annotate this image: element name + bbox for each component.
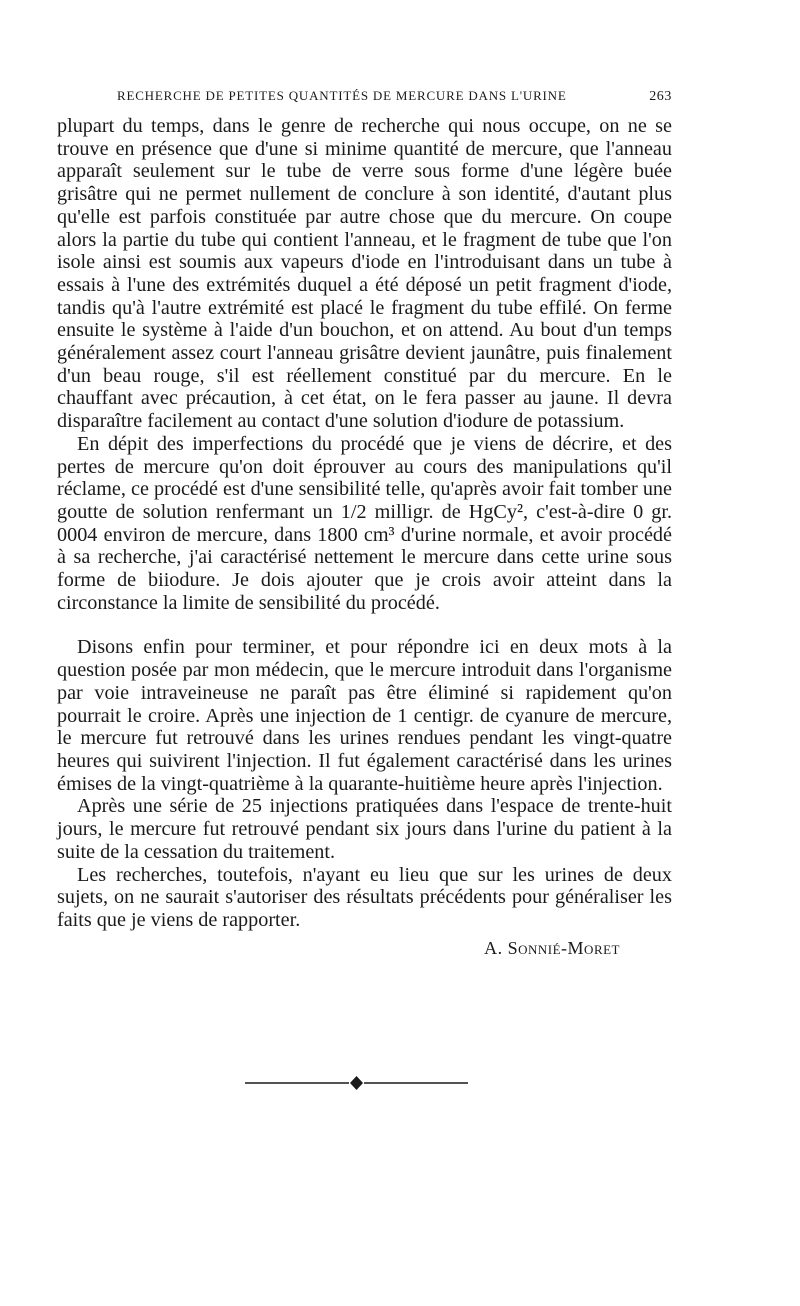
end-ornament — [245, 1076, 468, 1090]
paragraph: Après une série de 25 injections pratiquées dans l'espace de trente-huit jours, le mercure fut retrouvé pendant six jours dans l'urine du patient à la suite de la cessation du traitement. — [57, 795, 672, 863]
paragraph: En dépit des imperfections du procédé que je viens de décrire, et des pertes de mercure qu'on doit éprouver au cours des manipulations qu'il réclame, ce procédé est d'une sensibilité telle, qu'après avoir fait tomber une goutte de solution renfermant un 1/2 milligr. de HgCy², c'est-à-dire 0 gr. 0004 environ de mercure, dans 1800 cm³ d'urine normale, et avoir procédé à sa recherche, j'ai caractérisé nettement le mercure dans cette urine sous forme de biiodure. Je dois ajouter que je crois avoir atteint dans la circonstance la limite de sensibilité du procédé. — [57, 432, 672, 614]
running-head — [57, 88, 672, 105]
page-number: 263 — [649, 89, 672, 104]
paragraph-continued: plupart du temps, dans le genre de recherche qui nous occupe, on ne se trouve en présence que d'une si minime quantité de mercure, que l'anneau apparaît seulement sur le tube de verre sous forme d'une légère buée grisâtre qui ne permet nullement de conclure à son identité, d'autant plus qu'elle est parfois constituée par autre chose que du mercure. On coupe alors la partie du tube qui contient l'anneau, et le fragment de tube que l'on isole ainsi est soumis aux vapeurs d'iode en l'introduisant dans un tube à essais à l'une des extrémités duquel a été déposé un petit fragment d'iode, tandis qu'à l'autre extrémité est placé le fragment du tube effilé. On ferme ensuite le système à l'aide d'un bouchon, et on attend. Au bout d'un temps généralement assez court l'anneau grisâtre devient jaunâtre, puis finalement d'un beau rouge, s'il est réellement constitué par du mercure. En le chauffant avec précaution, à cet état, on le fera passer au jaune. Il devra disparaître facilement au contact d'une solution d'iodure de potassium. — [57, 115, 672, 433]
paragraph: Les recherches, toutefois, n'ayant eu lieu que sur les urines de deux sujets, on ne saurait s'autoriser des résultats précédents pour généraliser les faits que je viens de rapporter. — [57, 863, 672, 931]
author-name: A. Sonnié-Moret — [484, 937, 620, 958]
running-title: RECHERCHE DE PETITES QUANTITÉS DE MERCURE DANS L'URINE — [117, 88, 567, 103]
section-gap — [57, 614, 672, 636]
author-signature — [57, 938, 672, 959]
page-body — [57, 88, 672, 959]
paragraph: Disons enfin pour terminer, et pour répondre ici en deux mots à la question posée par mon médecin, que le mercure introduit dans l'organisme par voie intraveineuse ne paraît pas être éliminé si rapidement qu'on pourrait le croire. Après une injection de 1 centigr. de cyanure de mercure, le mercure fut retrouvé dans les urines rendues pendant les vingt-quatre heures qui suivirent l'injection. Il fut également caractérisé dans les urines émises de la vingt-quatrième à la quarante-huitième heure après l'injection. — [57, 636, 672, 795]
diamond-icon — [350, 1076, 363, 1090]
